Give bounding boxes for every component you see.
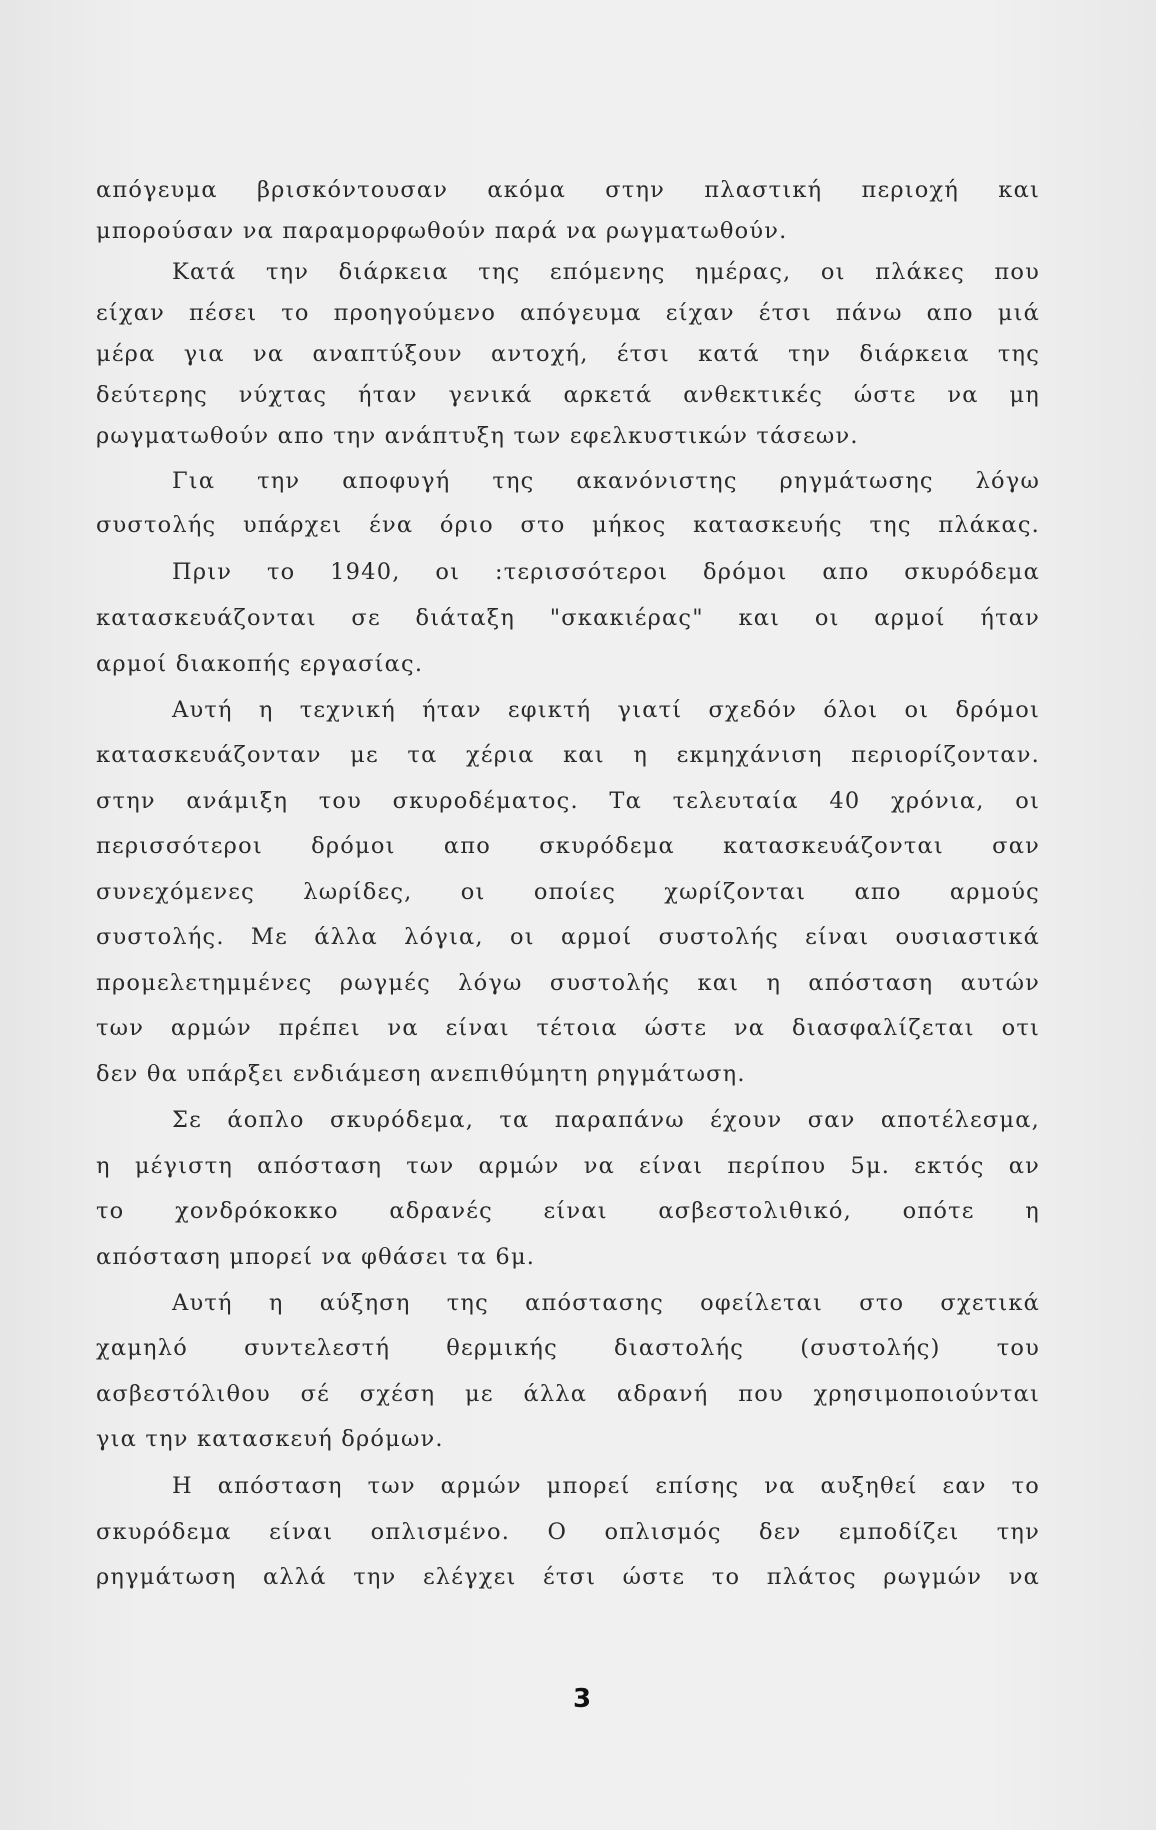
text-line: ρωγματωθούν απο την ανάπτυξη των εφελκυστικών τάσεων. [96, 423, 859, 449]
text-line: ασβεστόλιθου σέ σχέση με άλλα αδρανή που χρησιμοποιούνται [96, 1381, 1040, 1407]
text-line: Σε άοπλο σκυρόδεμα, τα παραπάνω έχουν σαν αποτέλεσμα, [172, 1107, 1040, 1133]
text-line: το χονδρόκοκκο αδρανές είναι ασβεστολιθικό, οπότε η [96, 1198, 1040, 1224]
page-number: 3 [572, 1684, 592, 1714]
text-line: η μέγιστη απόσταση των αρμών να είναι περίπου 5μ. εκτός αν [96, 1153, 1040, 1179]
text-line: δεν θα υπάρξει ενδιάμεση ανεπιθύμητη ρηγμάτωση. [96, 1061, 746, 1087]
text-line: αρμοί διακοπής εργασίας. [96, 651, 424, 677]
text-line: στην ανάμιξη του σκυροδέματος. Τα τελευταία 40 χρόνια, οι [96, 788, 1040, 814]
text-line: συνεχόμενες λωρίδες, οι οποίες χωρίζονται απο αρμούς [96, 879, 1040, 905]
text-line: συστολής υπάρχει ένα όριο στο μήκος κατασκευής της πλάκας. [96, 512, 1040, 538]
text-line: απόγευμα βρισκόντουσαν ακόμα στην πλαστική περιοχή και [96, 177, 1040, 203]
text-line: των αρμών πρέπει να είναι τέτοια ώστε να διασφαλίζεται οτι [96, 1015, 1040, 1041]
text-line: μέρα για να αναπτύξουν αντοχή, έτσι κατά την διάρκεια της [96, 341, 1040, 367]
text-line: για την κατασκευή δρόμων. [96, 1426, 444, 1452]
text-line: προμελετημμένες ρωγμές λόγω συστολής και η απόσταση αυτών [96, 970, 1040, 996]
text-line: δεύτερης νύχτας ήταν γενικά αρκετά ανθεκτικές ώστε να μη [96, 382, 1040, 408]
text-line: κατασκευάζονταν με τα χέρια και η εκμηχάνιση περιορίζονταν. [96, 742, 1040, 768]
text-line: Πριν το 1940, οι :τερισσότεροι δρόμοι απο σκυρόδεμα [172, 559, 1040, 585]
text-line: είχαν πέσει το προηγούμενο απόγευμα είχαν έτσι πάνω απο μιά [96, 300, 1040, 326]
text-line: χαμηλό συντελεστή θερμικής διαστολής (συστολής) του [96, 1335, 1040, 1361]
text-line: Η απόσταση των αρμών μπορεί επίσης να αυξηθεί εαν το [172, 1473, 1040, 1499]
text-line: περισσότεροι δρόμοι απο σκυρόδεμα κατασκευάζονται σαν [96, 833, 1040, 859]
text-line: απόσταση μπορεί να φθάσει τα 6μ. [96, 1244, 536, 1270]
text-line: Αυτή η αύξηση της απόστασης οφείλεται στο σχετικά [172, 1290, 1040, 1316]
text-line: μπορούσαν να παραμορφωθούν παρά να ρωγματωθούν. [96, 218, 788, 244]
text-line: Για την αποφυγή της ακανόνιστης ρηγμάτωσης λόγω [172, 468, 1040, 494]
text-line: κατασκευάζονται σε διάταξη "σκακιέρας" και οι αρμοί ήταν [96, 605, 1040, 631]
text-line: Αυτή η τεχνική ήταν εφικτή γιατί σχεδόν όλοι οι δρόμοι [172, 697, 1040, 723]
text-line: σκυρόδεμα είναι οπλισμένο. Ο οπλισμός δεν εμποδίζει την [96, 1519, 1040, 1545]
text-line: Κατά την διάρκεια της επόμενης ημέρας, οι πλάκες που [172, 259, 1040, 285]
text-line: συστολής. Με άλλα λόγια, οι αρμοί συστολής είναι ουσιαστικά [96, 924, 1040, 950]
text-line: ρηγμάτωση αλλά την ελέγχει έτσι ώστε το πλάτος ρωγμών να [96, 1564, 1040, 1590]
